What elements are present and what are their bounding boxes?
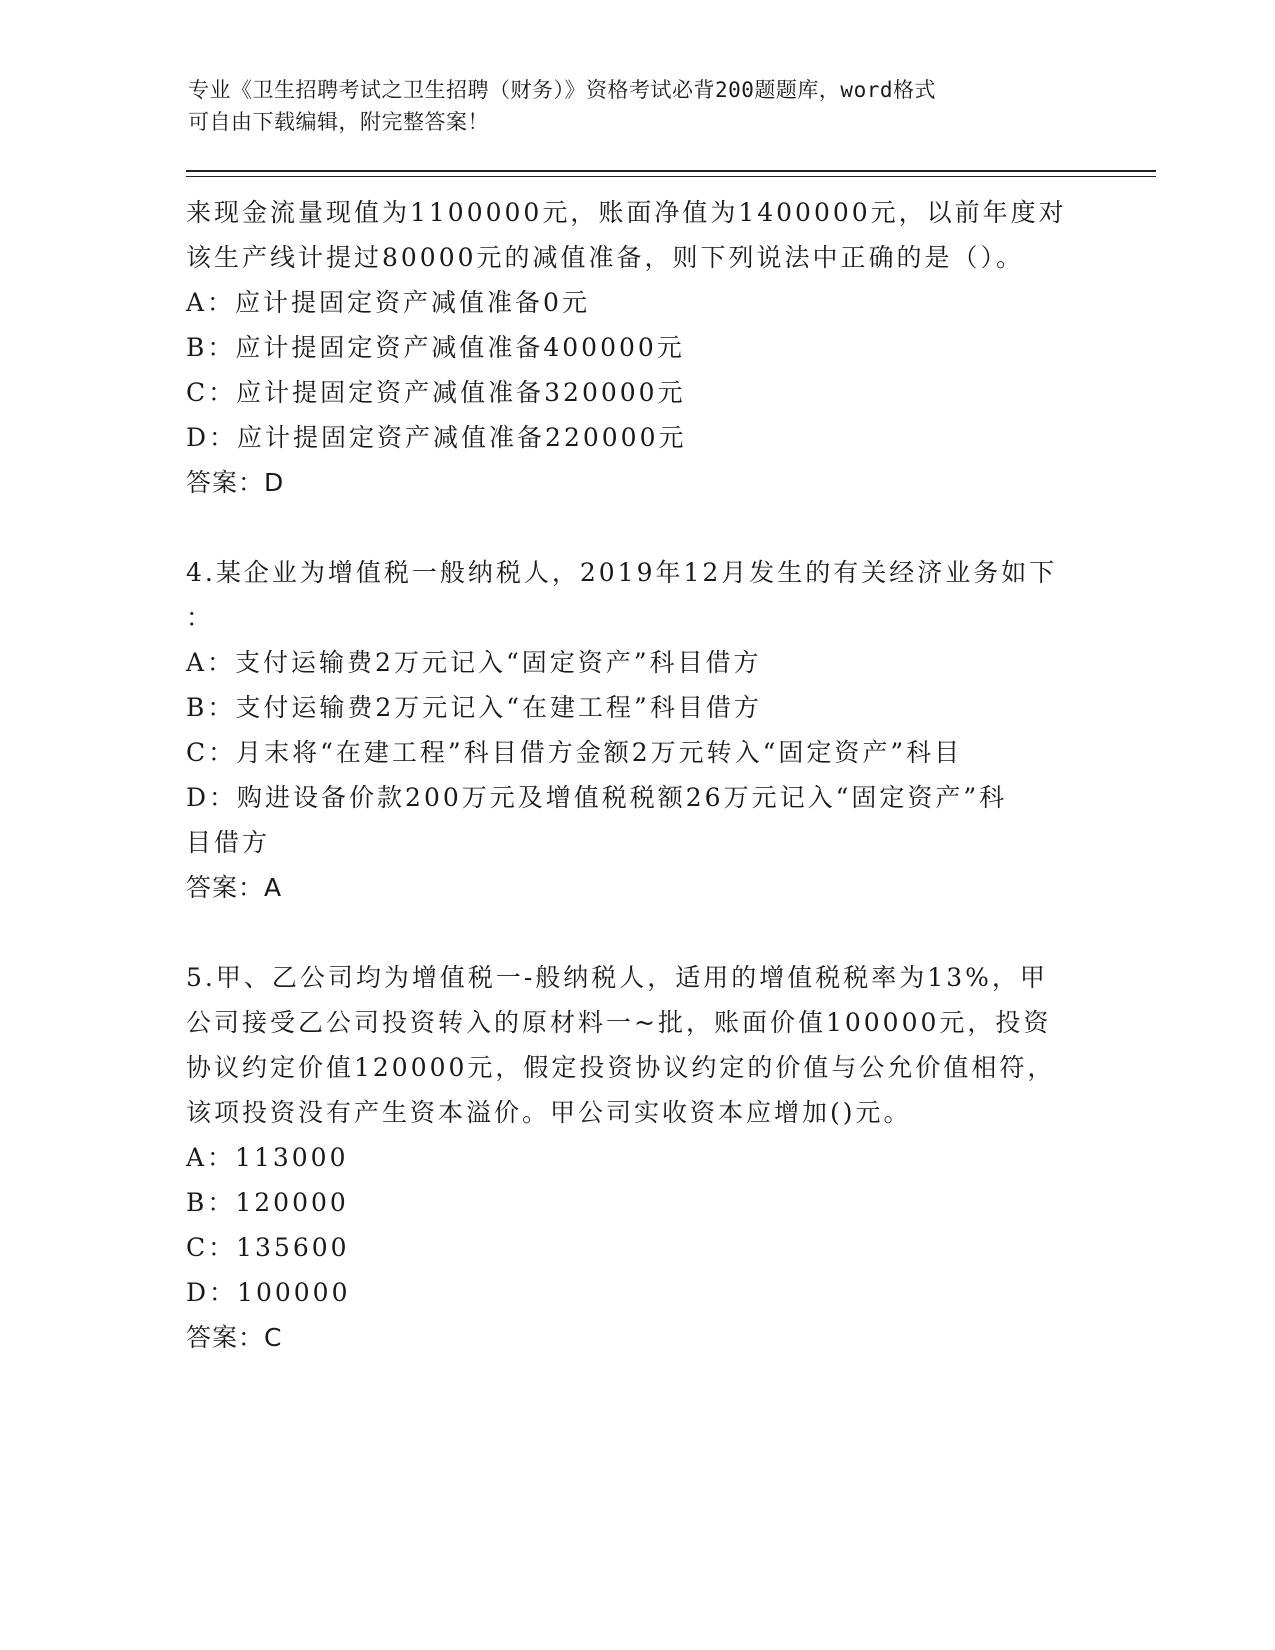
document-body xyxy=(186,190,1086,1360)
option-a: A：113000 xyxy=(186,1143,349,1172)
option-a: A：支付运输费2万元记入“固定资产”科目借方 xyxy=(186,648,762,677)
document-header xyxy=(188,74,1068,138)
option-b: B：支付运输费2万元记入“在建工程”科目借方 xyxy=(186,693,762,722)
question-stem: 该生产线计提过80000元的减值准备，则下列说法中正确的是（）。 xyxy=(186,243,1025,272)
question-stem: 协议约定价值120000元，假定投资协议约定的价值与公允价值相符， xyxy=(186,1053,1056,1082)
option-c: C：应计提固定资产减值准备320000元 xyxy=(186,378,686,407)
header-divider-top xyxy=(186,170,1156,172)
question-stem: 来现金流量现值为1100000元，账面净值为1400000元，以前年度对 xyxy=(186,198,1067,227)
header-title-line2: 可自由下载编辑，附完整答案！ xyxy=(188,110,489,134)
option-a: A：应计提固定资产减值准备0元 xyxy=(186,288,590,317)
header-title-line1: 专业《卫生招聘考试之卫生招聘（财务）》资格考试必背200题题库，word格式 xyxy=(188,78,936,102)
option-d: D：购进设备价款200万元及增值税税额26万元记入“固定资产”科 xyxy=(186,783,1008,812)
answer: 答案：A xyxy=(186,873,283,902)
option-b: B：120000 xyxy=(186,1188,349,1217)
option-d: D：100000 xyxy=(186,1278,351,1307)
question-stem: 该项投资没有产生资本溢价。甲公司实收资本应增加()元。 xyxy=(186,1098,912,1127)
question-4 xyxy=(186,550,1086,910)
header-divider-bottom xyxy=(186,176,1156,177)
option-d: D：应计提固定资产减值准备220000元 xyxy=(186,423,687,452)
option-c: C：135600 xyxy=(186,1233,350,1262)
option-b: B：应计提固定资产减值准备400000元 xyxy=(186,333,685,362)
answer: 答案：C xyxy=(186,1323,283,1352)
spacer xyxy=(186,505,1086,550)
answer: 答案：D xyxy=(186,468,285,497)
question-stem: 4.某企业为增值税一般纳税人，2019年12月发生的有关经济业务如下 xyxy=(186,558,1058,587)
spacer xyxy=(186,910,1086,955)
option-c: C：月末将“在建工程”科目借方金额2万元转入“固定资产”科目 xyxy=(186,738,963,767)
question-stem: 5.甲、乙公司均为增值税一-般纳税人，适用的增值税税率为13%，甲 xyxy=(186,963,1048,992)
option-d-continued: 目借方 xyxy=(186,828,271,857)
question-stem: ： xyxy=(186,603,215,632)
question-3 xyxy=(186,190,1086,505)
question-5 xyxy=(186,955,1086,1360)
question-stem: 公司接受乙公司投资转入的原材料一~批，账面价值100000元，投资 xyxy=(186,1008,1052,1037)
